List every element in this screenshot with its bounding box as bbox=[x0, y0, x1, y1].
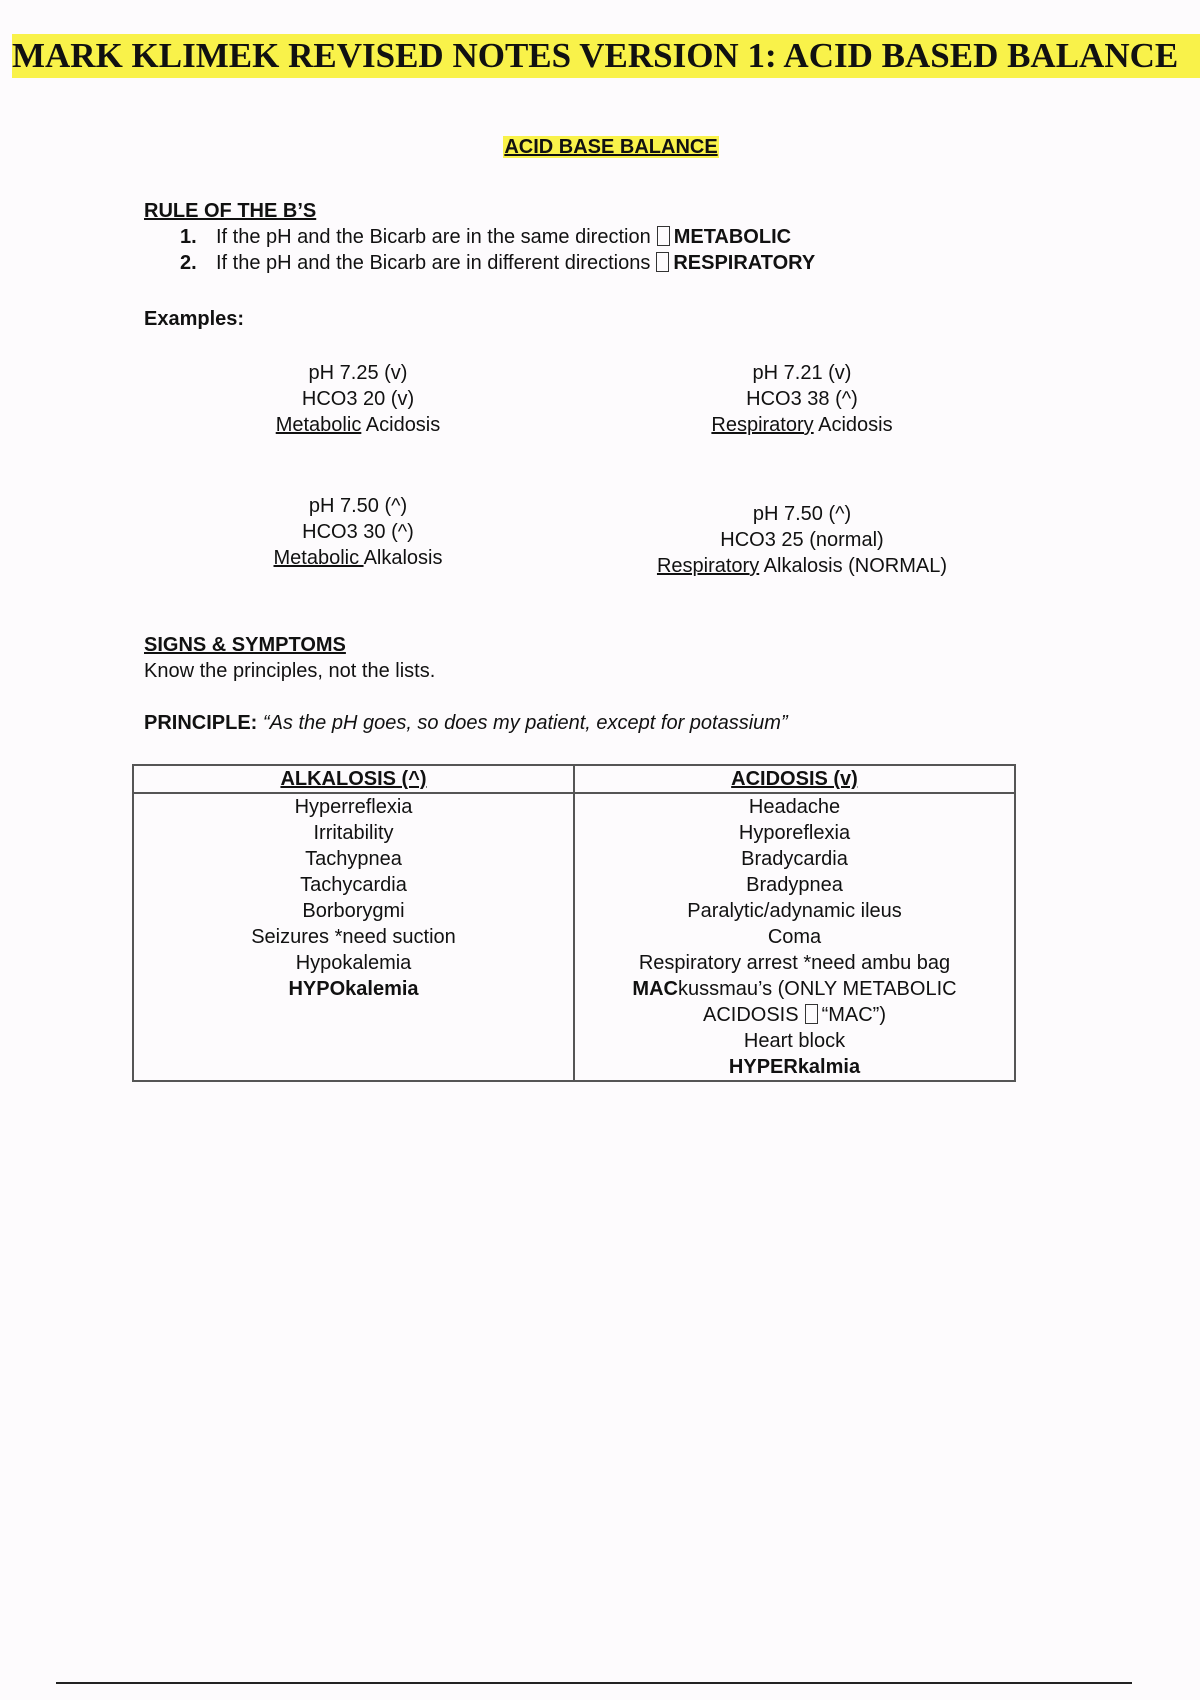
example-type: Metabolic bbox=[275, 414, 362, 436]
example-condition: Acidosis bbox=[361, 414, 441, 436]
signs-subtext: Know the principles, not the lists. bbox=[144, 660, 436, 682]
principle-label: PRINCIPLE: bbox=[144, 712, 258, 734]
footer-divider bbox=[56, 1682, 1132, 1684]
alkalosis-item: Hypokalemia bbox=[295, 952, 412, 974]
example-ph: pH 7.50 (^) bbox=[308, 495, 408, 517]
rule-number: 1. bbox=[180, 226, 197, 248]
alkalosis-item: Tachycardia bbox=[300, 874, 407, 896]
mac-line2b: “MAC”) bbox=[821, 1004, 886, 1026]
acidosis-item: Hyporeflexia bbox=[738, 822, 851, 844]
alkalosis-item: Borborygmi bbox=[302, 900, 405, 922]
example-type: Respiratory bbox=[711, 414, 814, 436]
acidosis-item: Headache bbox=[748, 796, 841, 818]
example-hco3: HCO3 30 (^) bbox=[302, 521, 414, 543]
rule-result: METABOLIC bbox=[673, 226, 792, 248]
acidosis-item-kussmaul bbox=[575, 976, 1014, 1002]
alkalosis-item: Seizures *need suction bbox=[251, 926, 456, 948]
rule-number: 2. bbox=[180, 252, 197, 274]
alkalosis-item: Hyperreflexia bbox=[294, 796, 413, 818]
rule-result: RESPIRATORY bbox=[673, 252, 816, 274]
alkalosis-emphasis-prefix: HYPO bbox=[288, 978, 346, 1000]
acidosis-column bbox=[573, 766, 1014, 1080]
signs-heading: SIGNS & SYMPTOMS bbox=[144, 634, 346, 656]
example-hco3: HCO3 38 (^) bbox=[746, 388, 858, 410]
example-hco3: HCO3 20 (v) bbox=[301, 388, 415, 410]
mac-bold: MAC bbox=[632, 978, 678, 1000]
rule-heading: RULE OF THE B’S bbox=[144, 200, 317, 222]
alkalosis-column bbox=[134, 766, 573, 1080]
alkalosis-item-emphasis bbox=[134, 976, 573, 1002]
example-type: Respiratory bbox=[656, 555, 760, 577]
example-condition: Alkalosis (NORMAL) bbox=[759, 555, 948, 577]
acidosis-item: Bradypnea bbox=[746, 874, 843, 896]
acidosis-item: Respiratory arrest *need ambu bag bbox=[638, 952, 951, 974]
rule-item-1 bbox=[180, 226, 791, 249]
mac-line2a: ACIDOSIS bbox=[702, 1004, 799, 1026]
example-result bbox=[602, 553, 1002, 579]
symptoms-table bbox=[132, 764, 1016, 1082]
principle-line bbox=[144, 712, 788, 735]
example-result bbox=[602, 412, 1002, 438]
example-ph: pH 7.25 (v) bbox=[308, 362, 408, 384]
principle-quote: “As the pH goes, so does my patient, except for potassium” bbox=[262, 712, 788, 734]
acidosis-item-emphasis: HYPERkalmia bbox=[728, 1056, 861, 1078]
example-result bbox=[158, 545, 558, 571]
rule-text: If the pH and the Bicarb are in the same direction bbox=[216, 226, 651, 248]
arrow-placeholder-icon bbox=[657, 226, 670, 246]
acidosis-item: Bradycardia bbox=[741, 848, 848, 870]
alkalosis-header: ALKALOSIS (^) bbox=[134, 766, 573, 794]
examples-heading: Examples: bbox=[144, 308, 245, 330]
acidosis-item: Coma bbox=[767, 926, 822, 948]
example-ph: pH 7.21 (v) bbox=[752, 362, 852, 384]
alkalosis-item: Tachypnea bbox=[305, 848, 402, 870]
page-title bbox=[0, 136, 1200, 159]
example-hco3: HCO3 25 (normal) bbox=[720, 529, 884, 551]
page-title-text: ACID BASE BALANCE bbox=[504, 136, 718, 158]
acidosis-header: ACIDOSIS (v) bbox=[575, 766, 1014, 794]
example-respiratory-acidosis bbox=[602, 360, 1002, 438]
mac-rest: kussmau’s (ONLY METABOLIC bbox=[677, 978, 957, 1000]
alkalosis-item: Irritability bbox=[313, 822, 394, 844]
arrow-placeholder-icon bbox=[805, 1004, 818, 1024]
example-respiratory-alkalosis bbox=[602, 501, 1002, 579]
arrow-placeholder-icon bbox=[656, 252, 669, 272]
example-type: Metabolic bbox=[273, 547, 364, 569]
document-banner: MARK KLIMEK REVISED NOTES VERSION 1: ACID BASED BALANCE bbox=[12, 34, 1200, 78]
acidosis-item: Paralytic/adynamic ileus bbox=[687, 900, 902, 922]
example-result bbox=[158, 412, 558, 438]
example-condition: Alkalosis bbox=[363, 547, 443, 569]
rule-text: If the pH and the Bicarb are in different directions bbox=[216, 252, 651, 274]
acidosis-item: Heart block bbox=[743, 1030, 846, 1052]
example-ph: pH 7.50 (^) bbox=[752, 503, 852, 525]
example-metabolic-alkalosis bbox=[158, 493, 558, 571]
rule-item-2 bbox=[180, 252, 815, 275]
example-metabolic-acidosis bbox=[158, 360, 558, 438]
example-condition: Acidosis bbox=[813, 414, 893, 436]
alkalosis-emphasis-suffix: kalemia bbox=[345, 978, 419, 1000]
acidosis-item-kussmaul-cont bbox=[575, 1002, 1014, 1028]
